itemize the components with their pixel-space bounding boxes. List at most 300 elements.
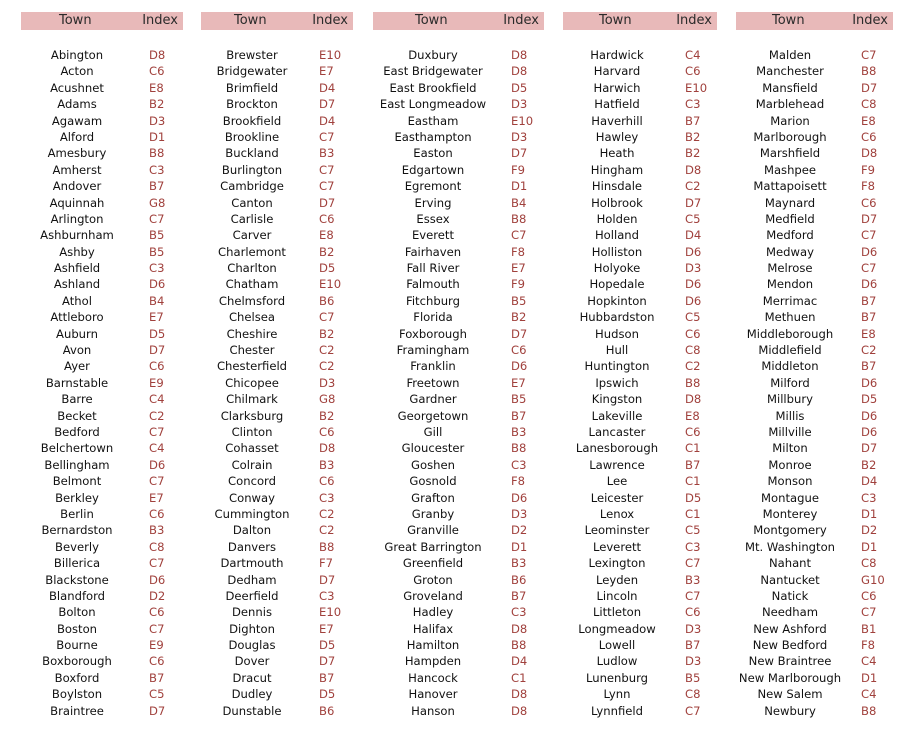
table-row xyxy=(201,621,353,637)
table-row xyxy=(21,80,183,96)
town-name: Athol xyxy=(62,293,92,308)
table-row xyxy=(736,195,893,211)
grid-index: C6 xyxy=(511,343,527,358)
grid-index: C7 xyxy=(149,211,165,226)
table-row xyxy=(201,506,353,522)
table-row xyxy=(201,457,353,473)
town-name: Fitchburg xyxy=(406,293,460,308)
grid-index: C7 xyxy=(149,424,165,439)
town-name: Falmouth xyxy=(406,277,460,292)
town-name: Medford xyxy=(766,228,814,243)
table-row xyxy=(21,473,183,489)
town-name: Adams xyxy=(57,97,97,112)
town-name: Colrain xyxy=(231,457,273,472)
table-row xyxy=(563,260,717,276)
table-row xyxy=(201,653,353,669)
table-row xyxy=(373,96,544,112)
town-name: Concord xyxy=(228,474,276,489)
table-row xyxy=(201,637,353,653)
town-name: Avon xyxy=(62,343,92,358)
grid-index: B8 xyxy=(511,441,527,456)
town-name: Egremont xyxy=(404,179,462,194)
town-name: Cheshire xyxy=(226,326,278,341)
town-name: Chelmsford xyxy=(218,293,286,308)
row-list xyxy=(563,47,717,719)
town-name: Monterey xyxy=(762,506,818,521)
grid-index: C7 xyxy=(861,261,877,276)
town-name: Gloucester xyxy=(401,441,465,456)
grid-index: D8 xyxy=(861,146,878,161)
grid-index: D6 xyxy=(511,490,528,505)
town-name: Harvard xyxy=(593,64,641,79)
table-row xyxy=(563,703,717,719)
grid-index: C3 xyxy=(511,605,527,620)
table-row xyxy=(373,244,544,260)
grid-index: F8 xyxy=(511,474,526,489)
table-column xyxy=(736,12,893,718)
grid-index: D6 xyxy=(511,359,528,374)
town-name: Dover xyxy=(234,654,270,669)
town-name: Grafton xyxy=(411,490,455,505)
grid-index: F8 xyxy=(861,179,876,194)
table-row xyxy=(201,408,353,424)
header-index-label: Index xyxy=(312,13,348,28)
grid-index: B2 xyxy=(511,310,527,325)
table-row xyxy=(563,113,717,129)
table-row xyxy=(21,424,183,440)
table-row xyxy=(736,604,893,620)
grid-index: D7 xyxy=(511,326,528,341)
table-row xyxy=(373,276,544,292)
table-row xyxy=(21,555,183,571)
table-row xyxy=(563,490,717,506)
table-row xyxy=(201,211,353,227)
table-row xyxy=(21,47,183,63)
town-name: Hopedale xyxy=(589,277,645,292)
town-name: Montgomery xyxy=(753,523,827,538)
table-row xyxy=(563,293,717,309)
grid-index: B2 xyxy=(319,408,335,423)
town-name: Merrimac xyxy=(762,293,818,308)
grid-index: C3 xyxy=(319,588,335,603)
town-name: Holyoke xyxy=(593,261,641,276)
town-name: Becket xyxy=(57,408,97,423)
table-column xyxy=(563,12,717,718)
table-row xyxy=(563,326,717,342)
grid-index: D6 xyxy=(861,408,878,423)
grid-index: E10 xyxy=(319,277,342,292)
table-row xyxy=(736,408,893,424)
grid-index: E8 xyxy=(861,113,876,128)
grid-index: C7 xyxy=(511,228,527,243)
grid-index: B3 xyxy=(685,572,701,587)
table-row xyxy=(736,178,893,194)
town-name: Groveland xyxy=(403,588,463,603)
table-row xyxy=(373,539,544,555)
grid-index: D1 xyxy=(861,539,878,554)
town-name: Lexington xyxy=(588,556,646,571)
header-index-label: Index xyxy=(852,13,888,28)
town-name: Blandford xyxy=(48,588,106,603)
town-name: Chelsea xyxy=(228,310,276,325)
grid-index: D7 xyxy=(861,441,878,456)
table-row xyxy=(736,522,893,538)
town-name: Essex xyxy=(416,211,450,226)
town-name: Dennis xyxy=(231,605,273,620)
town-name: Malden xyxy=(768,48,812,62)
table-row xyxy=(373,440,544,456)
town-name: Gardner xyxy=(409,392,457,407)
table-row xyxy=(563,276,717,292)
grid-index: C2 xyxy=(319,343,335,358)
town-name: Ashburnham xyxy=(40,228,114,243)
town-name: Bellingham xyxy=(44,457,110,472)
town-name: Marblehead xyxy=(755,97,825,112)
grid-index: E7 xyxy=(511,375,526,390)
town-name: Dracut xyxy=(232,670,272,685)
table-row xyxy=(373,670,544,686)
table-row xyxy=(736,293,893,309)
table-row xyxy=(201,244,353,260)
grid-index: C3 xyxy=(149,261,165,276)
table-row xyxy=(563,375,717,391)
town-name: Belmont xyxy=(52,474,102,489)
grid-index: C2 xyxy=(319,523,335,538)
table-row xyxy=(201,195,353,211)
table-row xyxy=(21,539,183,555)
town-name: Ashfield xyxy=(53,261,101,276)
table-row xyxy=(563,539,717,555)
grid-index: C7 xyxy=(685,588,701,603)
town-name: Chester xyxy=(229,343,275,358)
town-name: Acushnet xyxy=(50,80,104,95)
grid-index: C3 xyxy=(149,162,165,177)
grid-index: C7 xyxy=(861,48,877,62)
town-name: Granby xyxy=(411,506,455,521)
town-name: Canton xyxy=(231,195,273,210)
table-row xyxy=(21,309,183,325)
table-row xyxy=(201,80,353,96)
table-row xyxy=(373,47,544,63)
grid-index: D6 xyxy=(861,424,878,439)
table-row xyxy=(21,604,183,620)
town-name: Dunstable xyxy=(222,703,282,718)
grid-index: C6 xyxy=(319,474,335,489)
table-row xyxy=(373,63,544,79)
town-name: Natick xyxy=(771,588,809,603)
grid-index: C8 xyxy=(861,97,877,112)
table-row xyxy=(736,276,893,292)
table-row xyxy=(21,129,183,145)
table-row xyxy=(736,260,893,276)
grid-index: C5 xyxy=(685,523,701,538)
grid-index: E7 xyxy=(511,261,526,276)
town-name: Cohasset xyxy=(225,441,279,456)
town-name: Cambridge xyxy=(220,179,284,194)
table-row xyxy=(21,326,183,342)
town-name: Millbury xyxy=(766,392,813,407)
table-row xyxy=(201,342,353,358)
table-row xyxy=(736,539,893,555)
table-row xyxy=(736,211,893,227)
table-row xyxy=(201,522,353,538)
grid-index: B8 xyxy=(861,64,877,79)
table-row xyxy=(563,309,717,325)
town-name: Fairhaven xyxy=(404,244,462,259)
grid-index: D4 xyxy=(861,474,878,489)
table-row xyxy=(21,211,183,227)
town-name: Duxbury xyxy=(408,48,458,62)
town-name: Deerfield xyxy=(225,588,279,603)
table-row xyxy=(373,490,544,506)
town-name: Great Barrington xyxy=(384,539,482,554)
grid-index: D6 xyxy=(685,277,702,292)
grid-index: B2 xyxy=(319,244,335,259)
table-row xyxy=(373,703,544,719)
table-row xyxy=(21,162,183,178)
grid-index: C6 xyxy=(685,64,701,79)
grid-index: B3 xyxy=(149,523,165,538)
grid-index: D8 xyxy=(511,687,528,702)
grid-index: D7 xyxy=(319,572,336,587)
town-name: Bolton xyxy=(58,605,96,620)
town-name: Franklin xyxy=(410,359,456,374)
town-name: Erving xyxy=(414,195,452,210)
grid-index: D6 xyxy=(149,572,166,587)
grid-index: F8 xyxy=(861,638,876,653)
table-row xyxy=(21,408,183,424)
table-row xyxy=(736,424,893,440)
grid-index: E10 xyxy=(511,113,534,128)
town-name: Boxborough xyxy=(42,654,112,669)
grid-index: C3 xyxy=(685,97,701,112)
grid-index: B7 xyxy=(149,179,165,194)
table-row xyxy=(373,473,544,489)
table-row xyxy=(201,63,353,79)
table-row xyxy=(21,653,183,669)
grid-index: C2 xyxy=(861,343,877,358)
table-row xyxy=(373,686,544,702)
town-name: Hubbardston xyxy=(579,310,655,325)
town-name: Halifax xyxy=(412,621,454,636)
grid-index: D7 xyxy=(319,97,336,112)
grid-index: C2 xyxy=(685,359,701,374)
town-name: Marshfield xyxy=(759,146,821,161)
table-row xyxy=(373,375,544,391)
town-name: Methuen xyxy=(764,310,816,325)
grid-index: C4 xyxy=(685,48,701,62)
town-name: Braintree xyxy=(50,703,104,718)
table-row xyxy=(373,162,544,178)
town-name: Lawrence xyxy=(589,457,645,472)
table-row xyxy=(21,276,183,292)
town-name: Hardwick xyxy=(590,48,644,62)
table-row xyxy=(736,391,893,407)
town-name: Eastham xyxy=(407,113,459,128)
grid-index: D3 xyxy=(511,506,528,521)
grid-index: D7 xyxy=(861,80,878,95)
grid-index: B4 xyxy=(149,293,165,308)
town-name: Brewster xyxy=(226,48,278,62)
table-row xyxy=(563,637,717,653)
table-row xyxy=(21,293,183,309)
table-row xyxy=(373,227,544,243)
table-row xyxy=(563,457,717,473)
town-name: Newbury xyxy=(764,703,816,718)
grid-index: B5 xyxy=(149,228,165,243)
grid-index: D6 xyxy=(861,375,878,390)
table-row xyxy=(736,653,893,669)
grid-index: D1 xyxy=(511,539,528,554)
grid-index: E7 xyxy=(149,490,164,505)
table-row xyxy=(21,457,183,473)
grid-index: C4 xyxy=(149,441,165,456)
grid-index: C7 xyxy=(685,703,701,718)
town-name: Milton xyxy=(772,441,808,456)
table-row xyxy=(563,129,717,145)
grid-index: E7 xyxy=(149,310,164,325)
town-name: Mattapoisett xyxy=(753,179,827,194)
table-row xyxy=(201,162,353,178)
grid-index: D7 xyxy=(685,195,702,210)
grid-index: E9 xyxy=(149,638,164,653)
town-name: Medfield xyxy=(765,211,815,226)
table-column xyxy=(201,12,353,718)
town-name: Lynnfield xyxy=(591,703,643,718)
table-row xyxy=(373,424,544,440)
town-name: Lunenburg xyxy=(585,670,649,685)
table-row xyxy=(373,195,544,211)
table-row xyxy=(373,637,544,653)
table-row xyxy=(201,539,353,555)
town-name: Lincoln xyxy=(596,588,638,603)
grid-index: F9 xyxy=(861,162,876,177)
town-name: Bourne xyxy=(56,638,98,653)
table-row xyxy=(21,621,183,637)
header-town-label: Town xyxy=(234,13,267,28)
grid-index: B7 xyxy=(685,457,701,472)
header-town-label: Town xyxy=(59,13,92,28)
grid-index: C7 xyxy=(149,621,165,636)
grid-index: B3 xyxy=(511,556,527,571)
town-name: Melrose xyxy=(767,261,813,276)
town-name: Nahant xyxy=(768,556,812,571)
grid-index: D3 xyxy=(511,129,528,144)
table-row xyxy=(373,309,544,325)
table-row xyxy=(736,490,893,506)
town-name: Easthampton xyxy=(394,129,472,144)
grid-index: B3 xyxy=(511,424,527,439)
town-name: Monroe xyxy=(768,457,812,472)
grid-index: C6 xyxy=(149,359,165,374)
town-name: Ludlow xyxy=(596,654,638,669)
table-row xyxy=(21,342,183,358)
grid-index: D5 xyxy=(511,80,528,95)
grid-index: B5 xyxy=(511,293,527,308)
grid-index: D7 xyxy=(149,343,166,358)
grid-index: B8 xyxy=(861,703,877,718)
town-name: Billerica xyxy=(53,556,101,571)
grid-index: C3 xyxy=(861,490,877,505)
grid-index: C3 xyxy=(685,539,701,554)
table-row xyxy=(21,588,183,604)
table-row xyxy=(736,506,893,522)
table-row xyxy=(736,342,893,358)
table-row xyxy=(21,670,183,686)
grid-index: E7 xyxy=(319,64,334,79)
column-header xyxy=(373,12,544,30)
town-name: Harwich xyxy=(593,80,641,95)
grid-index: D3 xyxy=(511,97,528,112)
table-row xyxy=(736,309,893,325)
grid-index: C4 xyxy=(861,654,877,669)
table-row xyxy=(373,211,544,227)
town-name: Lee xyxy=(606,474,628,489)
table-row xyxy=(201,424,353,440)
town-name: Ipswich xyxy=(595,375,639,390)
grid-index: D5 xyxy=(861,392,878,407)
town-name: Fall River xyxy=(406,261,460,276)
table-row xyxy=(373,457,544,473)
header-town-label: Town xyxy=(599,13,632,28)
grid-index: E8 xyxy=(319,228,334,243)
grid-index: E10 xyxy=(685,80,708,95)
table-row xyxy=(21,703,183,719)
town-name: Holbrook xyxy=(591,195,643,210)
grid-index: B8 xyxy=(319,539,335,554)
table-column xyxy=(373,12,544,718)
table-row xyxy=(201,473,353,489)
table-row xyxy=(563,145,717,161)
town-name: Boxford xyxy=(54,670,100,685)
table-row xyxy=(563,408,717,424)
table-row xyxy=(563,604,717,620)
town-name: Maynard xyxy=(764,195,816,210)
grid-index: E10 xyxy=(319,48,342,62)
town-name: Lowell xyxy=(598,638,636,653)
town-name: Middleton xyxy=(761,359,819,374)
town-name: Holliston xyxy=(591,244,643,259)
town-name: Kingston xyxy=(591,392,643,407)
grid-index: E7 xyxy=(319,621,334,636)
grid-index: B7 xyxy=(149,670,165,685)
town-name: Longmeadow xyxy=(578,621,656,636)
grid-index: B5 xyxy=(685,670,701,685)
town-name: Cummington xyxy=(214,506,290,521)
town-name: Haverhill xyxy=(591,113,643,128)
town-name: Barnstable xyxy=(45,375,109,390)
grid-index: D3 xyxy=(685,621,702,636)
town-name: Edgartown xyxy=(401,162,465,177)
table-row xyxy=(736,47,893,63)
grid-index: E8 xyxy=(149,80,164,95)
table-row xyxy=(736,572,893,588)
table-row xyxy=(201,572,353,588)
row-list xyxy=(736,47,893,719)
grid-index: C3 xyxy=(319,490,335,505)
town-name: Hadley xyxy=(412,605,454,620)
town-name: Chicopee xyxy=(225,375,279,390)
town-name: Leominster xyxy=(584,523,650,538)
grid-index: C7 xyxy=(319,310,335,325)
town-name: Charlton xyxy=(227,261,277,276)
grid-index: D2 xyxy=(511,523,528,538)
town-name: Berlin xyxy=(60,506,94,521)
grid-index: C5 xyxy=(149,687,165,702)
table-row xyxy=(21,358,183,374)
table-row xyxy=(21,244,183,260)
table-row xyxy=(563,227,717,243)
